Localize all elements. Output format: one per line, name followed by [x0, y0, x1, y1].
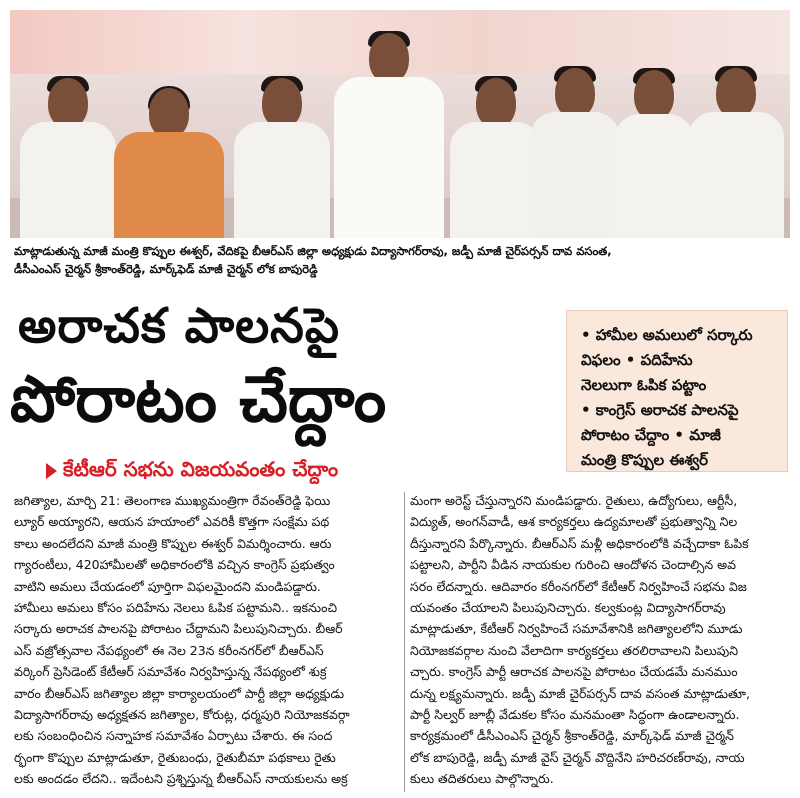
article-line: వారం బీఆర్ఎస్ జగిత్యాల జిల్లా కార్యాలయంలో పార్టీ జిల్లా అధ్యక్షుడు — [14, 685, 345, 701]
photo-person — [234, 78, 330, 238]
article-line: సరం లేదన్నారు. ఆదివారం కరీంనగర్‌లో కేటీఆర్ నిర్వహించే సభను విజ — [410, 578, 747, 594]
article-line: పట్టాలని, పార్టీని వీడిన నాయకుల గురించి ఆందోళన చెందాల్సిన అవ — [410, 557, 736, 573]
article-line: పార్టీ సిల్వర్ జూబ్లీ వేడుకల కోసం మనమంతా సిద్ధంగా ఉండాలన్నారు. — [410, 707, 740, 723]
highlight-line: పోరాటం చేద్దాం • మాజీ — [581, 426, 721, 444]
article-line: లకు అందడం లేదని.. ఇదేంటని ప్రశ్నిస్తున్న బీఆర్ఎస్ నాయకులను అక్ర — [14, 771, 348, 787]
highlight-line: మంత్రి కొప్పుల ఈశ్వర్ — [581, 451, 708, 469]
article-line: యవంతం చేయాలని పిలుపునిచ్చారు. కల్వకుంట్ల విద్యాసాగర్‌రావు — [410, 600, 726, 616]
article-line: జగిత్యాల, మార్చి 21: తెలంగాణ ముఖ్యమంత్రిగా రేవంత్‌రెడ్డి ఫెయి — [14, 493, 331, 508]
article-line: మాట్లాడుతూ, కేటీఆర్ నిర్వహించే సమావేశానికి జగిత్యాలలోని మూడు — [410, 621, 743, 637]
subheadline-text: కేటీఆర్ సభను విజయవంతం చేద్దాం — [63, 457, 339, 481]
article-line: కార్యక్రమంలో డీసీఎంఎస్ చైర్మన్ శ్రీకాంత్‌రెడ్డి, మార్క్‌ఫెడ్ మాజీ చైర్మన్ — [410, 728, 734, 744]
subheadline — [46, 454, 486, 484]
article-line: వాటిని అమలు చేయడంలో పూర్తిగా విఫలమైందని మండిపడ్డారు. — [14, 578, 321, 594]
photo-person — [688, 68, 784, 238]
article-column-left — [14, 490, 400, 790]
article-column-right — [410, 490, 794, 790]
article-line: లకు సంబంధించిన సన్నాహక సమావేశం ఏర్పాటు చేశారు. ఈ సంద — [14, 728, 333, 744]
article-line: కాలు అందలేదని మాజీ మంత్రి కొప్పుల ఈశ్వర్ విమర్శించారు. ఆరు — [14, 535, 332, 551]
article-line: నియోజకవర్గాల నుంచి వేలాదిగా కార్యకర్తలు తరలిరావాలని పిలుపుని — [410, 642, 738, 658]
news-photo — [10, 10, 790, 238]
photo-caption — [14, 242, 790, 278]
article-line: ర్భంగా కొప్పుల మాట్లాడుతూ, రైతుబంధు, రైతుబీమా పథకాలు రైతు — [14, 749, 336, 765]
caption-line: మాట్లాడుతున్న మాజీ మంత్రి కొప్పుల ఈశ్వర్, వేదికపై బీఆర్ఎస్ జిల్లా అధ్యక్షుడు విద్యాసాగర్‌రావు, జడ్పీ మాజీ చైర్‌పర్సన్ దావ వసంత, — [14, 244, 612, 258]
highlight-line: విఫలం • పదిహేను — [581, 351, 693, 369]
article-line: హామీలు అమలు కోసం పదిహేను నెలలు ఓపిక పట్టామని.. ఇకనుంచి — [14, 600, 338, 616]
photo-person — [530, 68, 620, 238]
triangle-bullet-icon — [46, 463, 57, 479]
photo-person — [334, 33, 444, 238]
article-line: దీస్తున్నారని పేర్కొన్నారు. బీఆర్ఎస్ మళ్లీ అధికారంలోకి వచ్చేదాకా ఓపిక — [410, 535, 749, 551]
article-line: సర్కారు అరాచక పాలనపై పోరాటం చేద్దామని పిలుపునిచ్చారు. బీఆర్ — [14, 621, 343, 637]
article-line: గ్యారంటీలు, 420హామీలతో అధికారంలోకి వచ్చిన కాంగ్రెస్ ప్రభుత్వం — [14, 557, 335, 573]
highlight-line: • కాంగ్రెస్ అరాచక పాలనపై — [581, 401, 739, 419]
article-line: దున్న లక్ష్యమన్నారు. జడ్పీ మాజీ చైర్‌పర్సన్ దావ వసంత మాట్లాడుతూ, — [410, 685, 750, 701]
highlight-line: • హామీల అమలులో సర్కారు — [581, 326, 753, 344]
article-line: కులు తదితరులు పాల్గొన్నారు. — [410, 771, 554, 787]
photo-person — [450, 78, 542, 238]
article-line: ల్యూర్ అయ్యారని, ఆయన హయాంలో ఎవరికీ కొత్తగా సంక్షేమ పథ — [14, 514, 330, 530]
headline-line-1: అరాచక పాలనపై — [18, 298, 340, 354]
photo-person — [20, 78, 116, 238]
article-line: మంగా అరెస్ట్ చేస్తున్నారని మండిపడ్డారు. రైతులు, ఉద్యోగులు, ఆర్టీసీ, — [410, 493, 738, 508]
article-line: వర్కింగ్ ప్రెసిడెంట్ కేటీఆర్ సమావేశం నిర్వహిస్తున్న నేపథ్యంలో శుక్ర — [14, 664, 327, 680]
headline-line-2: పోరాటం చేద్దాం — [10, 363, 387, 437]
caption-line: డీసీఎంఎస్ చైర్మన్ శ్రీకాంత్‌రెడ్డి, మార్క్‌ఫెడ్ మాజీ చైర్మన్ లోక బాపురెడ్డి — [14, 262, 318, 276]
photo-person — [114, 88, 224, 238]
photo-person — [614, 70, 694, 238]
article-line: విద్యుత్, అంగన్‌వాడీ, ఆశ కార్యకర్తలు ఉద్యమాలతో ప్రభుత్వాన్ని నిల — [410, 514, 738, 530]
highlights-box — [566, 310, 788, 472]
article-line: లోక బాపురెడ్డి, జడ్పీ మాజీ వైస్ చైర్మన్ వొద్దినేని హరిచరణ్‌రావు, నాయ — [410, 749, 745, 765]
highlight-line: నెలలుగా ఓపిక పట్టాం — [581, 376, 707, 394]
column-divider — [404, 492, 405, 792]
article-line: విద్యాసాగర్‌రావు అధ్యక్షతన జగిత్యాల, కోరుట్ల, ధర్మపురి నియోజకవర్గా — [14, 707, 350, 723]
article-line: చ్చారు. కాంగ్రెస్ పార్టీ ఆరాచక పాలనపై పోరాటం చేయడమే మనముం — [410, 664, 738, 680]
article-line: ఎస్ వజ్రోత్సవాల నేపథ్యంలో ఈ నెల 23న కరీంనగర్‌లో బీఆర్ఎస్ — [14, 642, 324, 658]
